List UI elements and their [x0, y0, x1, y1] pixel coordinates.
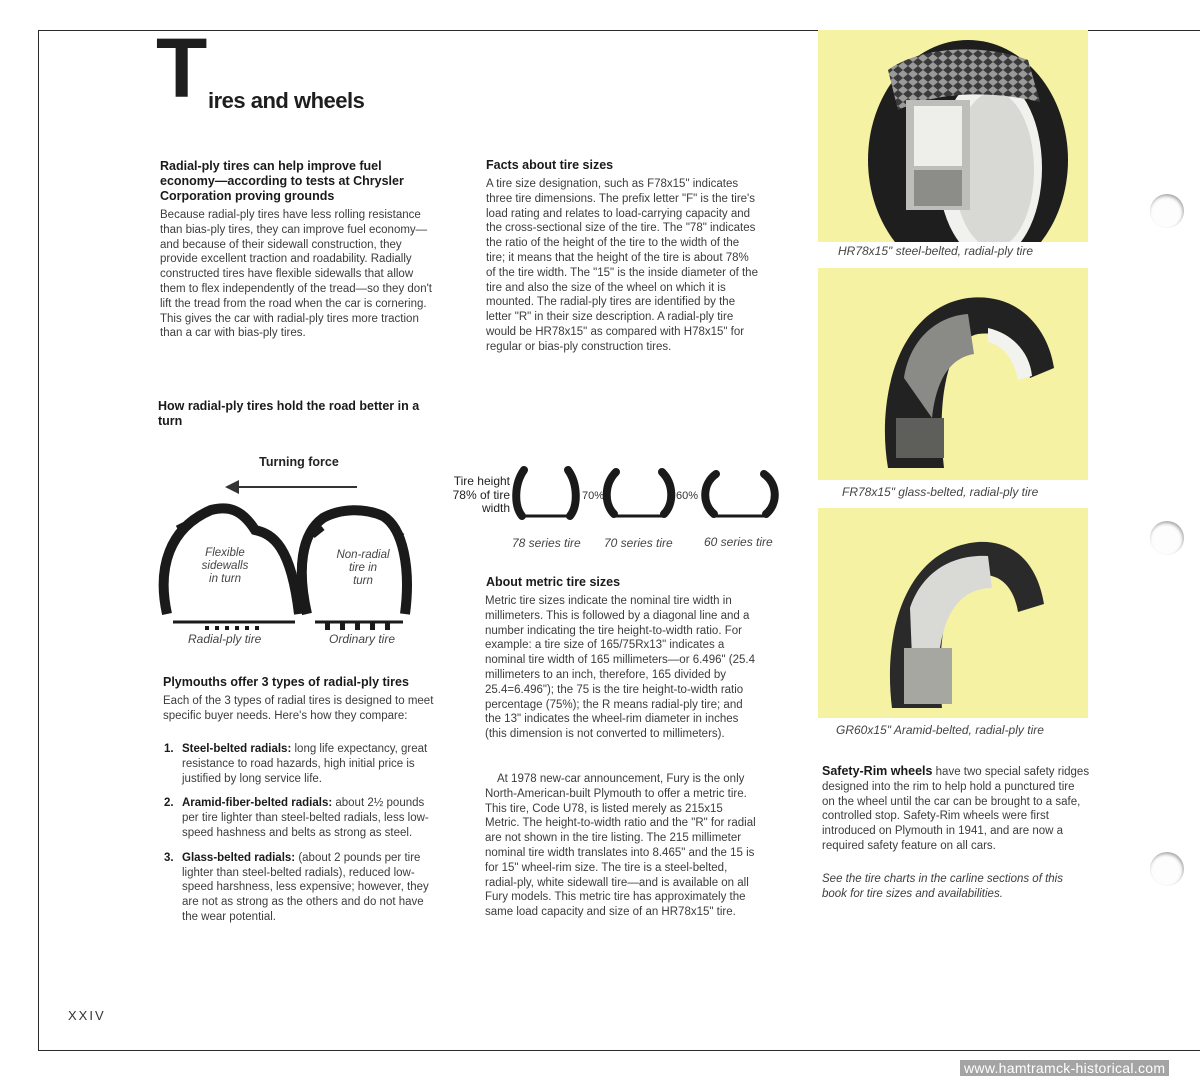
78-series-caption: 78 series tire: [512, 536, 581, 550]
binder-hole-middle: [1150, 521, 1184, 555]
flexible-sidewalls-label: Flexible sidewalls in turn: [201, 547, 249, 585]
facts-heading: Facts about tire sizes: [486, 158, 614, 172]
title-initial: T: [156, 21, 205, 115]
list-item: [160, 851, 435, 925]
list-item-name: Aramid-fiber-belted radials:: [182, 797, 333, 810]
list-item-name: Glass-belted radials:: [182, 851, 296, 864]
page-frame-left: [38, 30, 39, 1050]
facts-body: A tire size designation, such as F78x15" indicates three tire dimensions. The prefix letter "F" is the tire's load rating and relates to load-carrying capacity and the cross-sectional size of the tire. The "78" indicates the ratio of the height of the tire to the width of the tire; it means that the height of the tire is about 78% of the tire width. The "15" is the inside diameter of the tire and also the size of the wheel on which it is mounted. The radial-ply tires are identified by the letter "R" in their size description. A radial-ply tire would be HR78x15" as compared with H78x15" for regular or bias-ply construction tires.: [486, 178, 758, 353]
list-item-name: Steel-belted radials:: [182, 743, 292, 755]
70-series-caption: 70 series tire: [604, 536, 673, 550]
page-frame-bottom: [38, 1050, 1200, 1051]
tire-charts-note: See the tire charts in the carline sections of this book for tire sizes and availabilities.: [822, 873, 1063, 900]
pct-60-label: 60%: [676, 490, 699, 502]
60-series-tire-drawing: [705, 474, 775, 516]
turn-diagram-heading: How radial-ply tires hold the road better in a turn: [158, 399, 420, 428]
types-heading: Plymouths offer 3 types of radial-ply tires: [163, 675, 409, 689]
list-item-number: 2.: [164, 797, 174, 810]
list-item-text: (about 2 pounds per tire lighter than steel-belted radials), reduced low-speed harshness, less expensive; however, they are not as strong as the others and do not have the wear potential.: [182, 851, 429, 923]
pct-70-label: 70%: [582, 490, 605, 502]
list-item-text: long life expectancy, great resistance to road hazards, high initial price is justified by long service life.: [182, 743, 428, 785]
list-item-text: about 2½ pounds per tire lighter than steel-belted radials, less low-speed hashness and belts as strong as steel.: [182, 797, 429, 839]
78-series-tire-drawing: [516, 470, 576, 516]
tire-height-label: Tire height 78% of tire width: [452, 474, 510, 515]
list-item: [160, 796, 435, 840]
metric-body-1: Metric tire sizes indicate the nominal tire width in millimeters. This is followed by a diagonal line and a number indicating the tire height-to-width ratio. For example: a tire size of 165/75Rx13" indicates a nominal tire width of 165 millimeters—or 6.496" (25.4 millimeters to an inch, therefore, 165 divided by 25.4=6.496"); the 75 is the tire height-to-width ratio percentage (75%); the R means radial-ply tire; and the 13" indicates the wheel-rim diameter in inches (this dimension is not converted to millimeters).: [485, 595, 755, 741]
glass-belted-caption: FR78x15" glass-belted, radial-ply tire: [842, 485, 1039, 499]
list-item-number: 3.: [164, 851, 174, 864]
ordinary-tire-caption: Ordinary tire: [329, 632, 396, 646]
glass-belted-tire-photo: [818, 268, 1088, 480]
title-rest: ires and wheels: [208, 88, 365, 113]
arrow-left-icon: [225, 480, 239, 494]
aramid-belted-tire-photo: [818, 508, 1088, 718]
steel-belted-tire-photo: [818, 30, 1088, 242]
metric-heading: About metric tire sizes: [486, 575, 621, 589]
60-series-caption: 60 series tire: [704, 535, 773, 549]
list-item-number: 1.: [164, 743, 174, 755]
metric-body-2: At 1978 new-car announcement, Fury is the only North-American-built Plymouth to offer a metric tire. This tire, Code U78, is listed merely as 215x15 Metric. The height-to-width ratio and the "R" for radial are not shown in the tire listing. The 215 millimeter nominal tire width translates into 8.465" and the 15 is for 15" wheel-rim size. The tire is a steel-belted, radial-ply, white sidewall tire—and is available on all Fury models. This metric tire has approximately the same load capacity and size of an HR78x15" tire.: [485, 773, 756, 919]
safety-rim-name: Safety-Rim wheels: [822, 764, 933, 778]
radial-ply-caption: Radial-ply tire: [188, 632, 262, 646]
safety-rim-body: have two special safety ridges designed into the rim to help hold a punctured tire on the wheel until the car can be brought to a safe, controlled stop. Safety-Rim wheels were first introduced on Plymouth in 1941, and are now a required safety feature on all cars.: [822, 766, 1090, 852]
radial-economy-body: Because radial-ply tires have less rolling resistance than bias-ply tires, they can improve fuel economy—and because of their sidewall construction, they provide excellent traction and roadability. Radially constructed tires have flexible sidewalls that allow them to flex independently of the tread—so they don't lift the tread from the road when the car is cornering. This gives the car with radial-ply tires more traction than a car with bias-ply tires.: [160, 209, 432, 340]
tire-series-diagram: [512, 462, 787, 528]
steel-belted-caption: HR78x15" steel-belted, radial-ply tire: [838, 244, 1034, 258]
binder-hole-top: [1150, 194, 1184, 228]
turning-force-label: Turning force: [259, 455, 339, 469]
binder-hole-bottom: [1150, 852, 1184, 886]
non-radial-label: Non-radial tire in turn: [336, 549, 390, 587]
radial-economy-heading: Radial-ply tires can help improve fuel economy—according to tests at Chrysler Corporation proving grounds: [160, 159, 404, 203]
watermark: www.hamtramck-historical.com: [960, 1060, 1169, 1076]
70-series-tire-drawing: [607, 472, 672, 516]
turning-force-diagram: [155, 450, 430, 650]
tire-types-list: [160, 742, 435, 935]
list-item: [160, 742, 435, 786]
page-number: XXIV: [68, 1008, 106, 1023]
aramid-belted-caption: GR60x15" Aramid-belted, radial-ply tire: [836, 723, 1044, 737]
safety-rim-paragraph: [822, 764, 1090, 854]
types-intro: Each of the 3 types of radial tires is designed to meet specific buyer needs. Here's how they compare:: [163, 695, 434, 722]
